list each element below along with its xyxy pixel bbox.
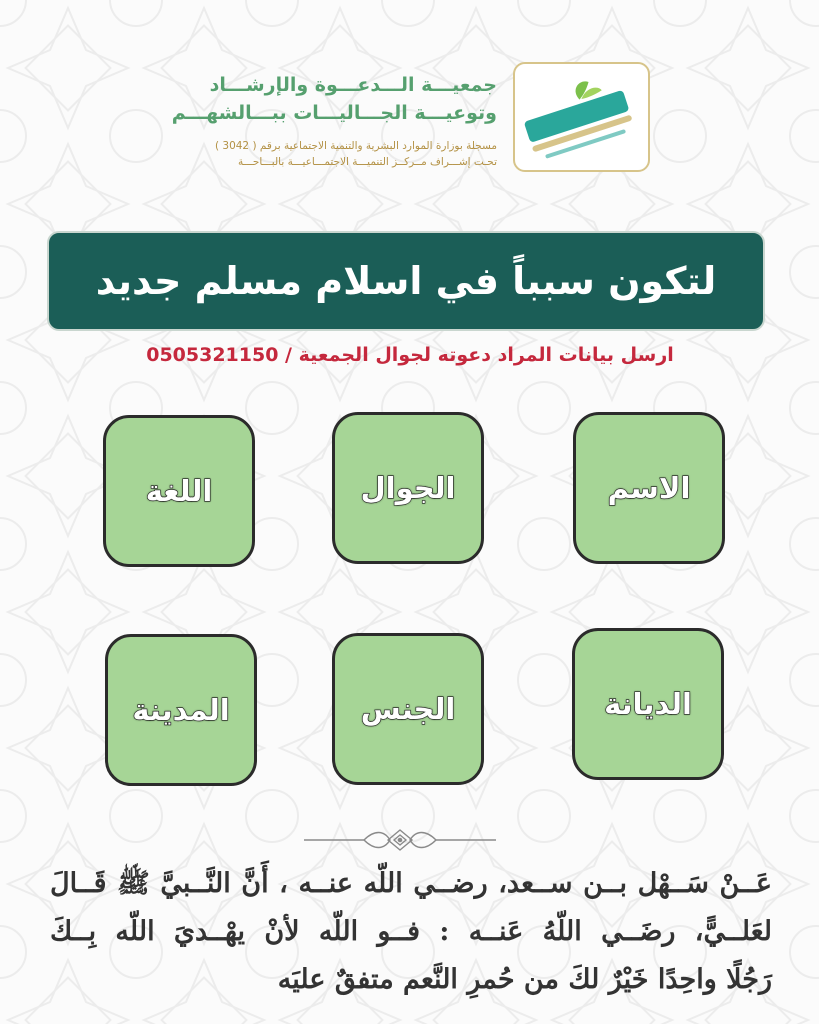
- field-label: المدينة: [132, 693, 230, 727]
- headline-banner: [47, 231, 765, 331]
- field-card-city: [105, 634, 257, 786]
- headline-title: لتكون سبباً في اسلام مسلم جديد: [95, 259, 717, 303]
- hadith-line-3: رَجُلًا واحِدًا خَيْرٌ لكَ من حُمرِ النَّعم متفقٌ عليَه: [277, 964, 772, 995]
- field-label: الديانة: [604, 687, 692, 721]
- field-card-language: [103, 415, 255, 567]
- organization-registration: مسجلة بوزارة الموارد البشرية والتنمية الاجتماعية برقم ( 3042 ): [214, 140, 497, 152]
- instruction-line: [60, 344, 760, 366]
- field-card-religion: [572, 628, 724, 780]
- hadith-line-1: عَــنْ سَــهْل بــن ســعد، رضــي اللّه عنــه ، أَنَّ النَّــبيَّ ﷺ قَــالَ: [50, 868, 772, 899]
- hadith-line-2: لعَلــيًّ، رضَــي اللّهُ عَنــه : فــو اللّه لأنْ يهْــديَ اللّه بِــكَ: [50, 916, 772, 947]
- field-label: الاسم: [607, 471, 691, 505]
- ornament-divider-icon: [304, 826, 496, 854]
- field-label: الجنس: [360, 692, 456, 726]
- organization-name-line2: وتوعيـــة الجـــاليـــات ببـــالشهـــم: [171, 102, 497, 124]
- field-card-name: [573, 412, 725, 564]
- field-card-phone: [332, 412, 484, 564]
- phone-number: 0505321150: [146, 344, 279, 366]
- organization-logo: [513, 62, 650, 172]
- instruction-text: ارسل بيانات المراد دعوته لجوال الجمعية: [298, 344, 674, 366]
- field-card-gender: [332, 633, 484, 785]
- organization-name-line1: جمعيـــة الـــدعـــوة والإرشـــاد: [209, 74, 497, 96]
- field-label: اللغة: [145, 474, 213, 508]
- logo-mark-icon: [515, 64, 648, 170]
- organization-supervision: تحـت إشـــراف مــركــز التنميـــة الاجتمـــاعيـــة بالبـــاحـــة: [238, 156, 497, 168]
- field-label: الجوال: [360, 471, 456, 505]
- instruction-separator: /: [285, 344, 292, 366]
